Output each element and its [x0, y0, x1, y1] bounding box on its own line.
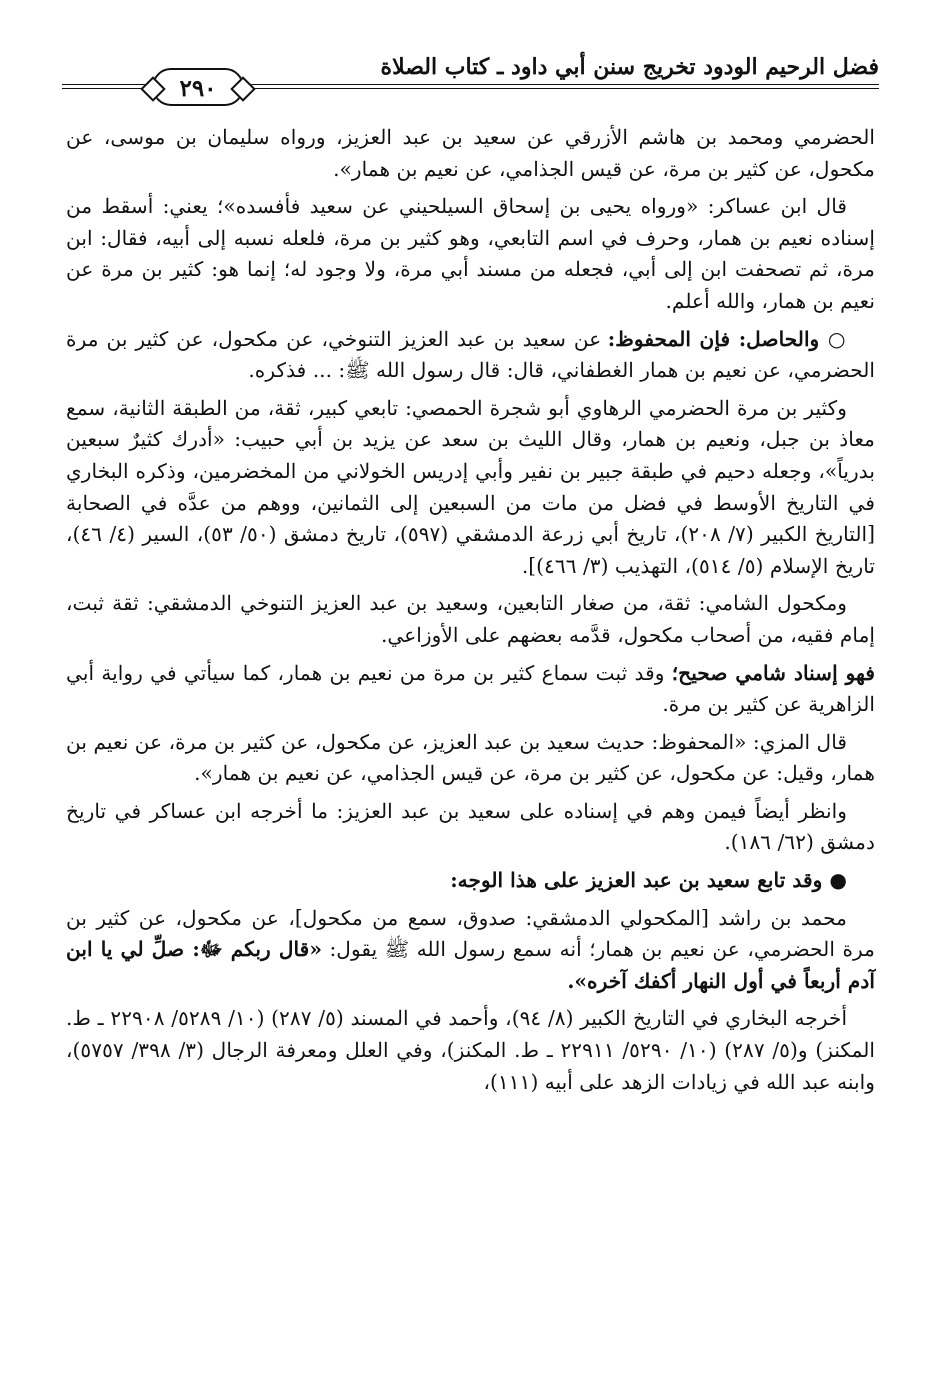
running-title: فضل الرحيم الودود تخريج سنن أبي داود ـ كتاب الصلاة	[380, 54, 879, 80]
paragraph-text: وانظر أيضاً فيمن وهم في إسناده على سعيد بن عبد العزيز: ما أخرجه ابن عساكر في تاريخ دمشق (٦٢/ ١٨٦).	[66, 798, 875, 855]
paragraph-text: قال المزي: «المحفوظ: حديث سعيد بن عبد العزيز، عن مكحول، عن كثير بن مرة، عن نعيم بن همار، وقيل: عن مكحول، عن كثير بن مرة، عن قيس الجذامي، عن نعيم بن همار».	[66, 729, 875, 786]
paragraph	[66, 727, 875, 790]
hadith-text: «قال ربكم ﷻ: صلِّ لي يا ابن آدم أربعاً في أول النهار أكفك آخره».	[66, 937, 875, 993]
paragraph	[66, 796, 875, 859]
paragraph	[66, 588, 875, 651]
paragraph-text: وكثير بن مرة الحضرمي الرهاوي أبو شجرة الحمصي: تابعي كبير، ثقة، من الطبقة الثانية، سمع معاذ بن جبل، ونعيم بن همار، وقال الليث بن سعد عن يزيد بن أبي حبيب: «أدرك كثيرٌ سبعين بدرياً»، وجعله دحيم في طبقة جبير بن نفير وأبي إدريس الخولاني من المخضرمين، وذكره البخاري في التاريخ الأوسط في فضل من مات من السبعين إلى الثمانين، ووهم من عدَّه في الصحابة [التاريخ الكبير (٧/ ٢٠٨)، تاريخ أبي زرعة الدمشقي (٥٩٧)، تاريخ دمشق (٥٠/ ٥٣)، السير (٤/ ٤٦)، تاريخ الإسلام (٥/ ٥١٤)، التهذيب (٣/ ٤٦٦)].	[66, 395, 875, 578]
paragraph-text: عن سعيد بن عبد العزيز التنوخي، عن مكحول، عن كثير بن مرة الحضرمي، عن نعيم بن همار الغطفاني، قال: قال رسول الله ﷺ: ... فذكره.	[66, 326, 875, 383]
paragraph-text: قال ابن عساكر: «ورواه يحيى بن إسحاق السيلحيني عن سعيد فأفسده»؛ يعني: أسقط من إسناده نعيم بن همار، وحرف في اسم التابعي، وهو كثير بن مرة، فلعله نسبه إلى أبيه، فقال: ابن مرة، ثم تصحفت ابن إلى أبي، فجعله من مسند أبي مرة، ولا وجود له؛ إنما هو: كثير بن مرة عن نعيم بن همار، والله أعلم.	[66, 194, 875, 313]
paragraph-text: أخرجه البخاري في التاريخ الكبير (٨/ ٩٤)، وأحمد في المسند (٥/ ٢٨٧) (١٠/ ٥٢٨٩/ ٢٢٩٠٨ ـ ط. المكنز) و(٥/ ٢٨٧) (١٠/ ٥٢٩٠/ ٢٢٩١١ ـ ط. المكنز)، وفي العلل ومعرفة الرجال (٣/ ٣٩٨/ ٥٧٥٧)، وابنه عبد الله في زيادات الزهد على أبيه (١١١)،	[66, 1006, 876, 1094]
paragraph-text: وقد ثبت سماع كثير بن مرة من نعيم بن همار، كما سيأتي في رواية أبي الزاهرية عن كثير بن مرة.	[66, 660, 875, 717]
page-body	[66, 122, 875, 1104]
paragraph	[66, 865, 875, 897]
section-heading: ● وقد تابع سعيد بن عبد العزيز على هذا الوجه:	[450, 868, 847, 893]
paragraph-text: الحضرمي ومحمد بن هاشم الأزرقي عن سعيد بن عبد العزيز، ورواه سليمان بن موسى، عن مكحول، عن كثير بن مرة، عن قيس الجذامي، عن نعيم بن همار».	[66, 125, 875, 181]
page-header	[62, 50, 879, 102]
paragraph-lead: ○ والحاصل: فإن المحفوظ:	[607, 326, 848, 351]
paragraph	[66, 324, 875, 387]
paragraph	[66, 393, 875, 583]
paragraph-text: ومكحول الشامي: ثقة، من صغار التابعين، وسعيد بن عبد العزيز التنوخي الدمشقي: ثقة ثبت، إمام فقيه، من أصحاب مكحول، قدَّمه بعضهم على الأوزاعي.	[66, 591, 875, 647]
page-number-badge: ٢٩٠	[152, 68, 244, 106]
paragraph-text: محمد بن راشد [المكحولي الدمشقي: صدوق، سمع من مكحول]، عن مكحول، عن كثير بن مرة الحضرمي، عن نعيم بن همار؛ أنه سمع رسول الله ﷺ يقول:	[66, 905, 875, 962]
paragraph	[66, 903, 875, 998]
paragraph	[66, 122, 875, 185]
paragraph-lead: فهو إسناد شامي صحيح؛	[671, 660, 875, 685]
paragraph	[66, 191, 875, 317]
paragraph	[66, 658, 875, 721]
paragraph	[66, 1003, 875, 1098]
